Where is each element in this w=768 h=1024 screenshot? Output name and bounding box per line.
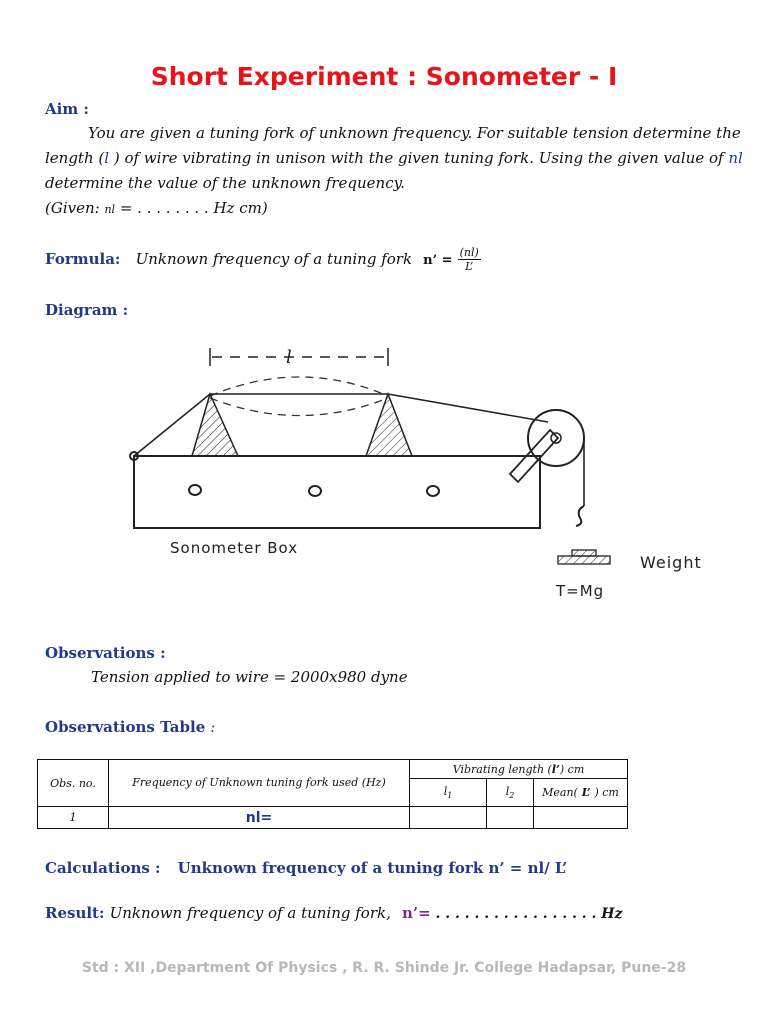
header-l1: [410, 779, 487, 807]
formula-lhs: n’ =: [423, 253, 453, 268]
length-marker: [210, 348, 388, 366]
calculations-heading: Calculations :: [45, 859, 161, 877]
formula-heading: Formula:: [45, 250, 121, 268]
aim-line-1: You are given a tuning fork of unknown frequency. For suitable tension determine the: [88, 124, 741, 142]
formula-text: Unknown frequency of a tuning fork: [135, 250, 413, 268]
calculations-line: [45, 858, 567, 877]
header-frequency: Frequency of Unknown tuning fork used (Hz): [109, 760, 410, 807]
result-line: [45, 903, 622, 922]
cell-nl: nl=: [109, 807, 410, 829]
footer: Std : XII ,Department Of Physics , R. R. Shinde Jr. College Hadapsar, Pune-28: [81, 960, 687, 976]
given-text: (Given:: [45, 199, 105, 217]
hole: [189, 485, 201, 495]
hole: [427, 486, 439, 496]
cell-l1: [410, 807, 487, 829]
result-text: Unknown frequency of a tuning fork,: [109, 904, 391, 922]
length-label: l: [286, 347, 292, 368]
diagram-heading: Diagram :: [45, 301, 129, 319]
length-symbol: l: [104, 149, 110, 167]
observations-table: [37, 759, 628, 829]
l1-subscript: 1: [447, 791, 453, 801]
tension-text: Tension applied to wire = 2000x980 dyne: [91, 668, 408, 686]
given-line: [45, 199, 268, 217]
header-text: ) cm: [559, 762, 585, 776]
weight-hanger: [558, 556, 610, 564]
header-mean-l: L’: [577, 786, 595, 799]
header-text: Mean(: [542, 786, 578, 799]
sonometer-box: [134, 456, 540, 528]
observations-heading: Observations :: [45, 644, 166, 662]
table-heading-colon: :: [210, 718, 216, 736]
weight-label: Weight: [640, 553, 702, 572]
sonometer-diagram: [120, 338, 720, 608]
formula-line: [45, 246, 481, 273]
header-obs-no: Obs. no.: [38, 760, 109, 807]
cell-obs-1: 1: [38, 807, 109, 829]
result-heading: Result:: [45, 904, 105, 922]
header-text: Vibrating length (: [452, 762, 552, 776]
hook: [576, 506, 584, 526]
header-vibrating-length: [410, 760, 628, 779]
observations-table-heading: [45, 717, 215, 736]
hole: [309, 486, 321, 496]
header-l2: [487, 779, 534, 807]
result-n: n’=: [401, 904, 431, 922]
aim-text: ) of wire vibrating in unison with the given tuning fork. Using the given value of: [109, 149, 729, 167]
aim-line-3: determine the value of the unknown frequency.: [45, 174, 405, 192]
weight-top: [572, 550, 596, 556]
bridge-right: [366, 394, 412, 456]
cell-l2: [487, 807, 534, 829]
aim-line-2: [45, 149, 743, 167]
aim-text: length (: [45, 149, 105, 167]
given-nl: nl: [104, 203, 116, 216]
header-l-prime: l’: [551, 762, 560, 776]
formula-fraction: [458, 246, 481, 273]
header-mean: [534, 779, 628, 807]
l2-subscript: 2: [509, 791, 515, 801]
formula-denominator: L’: [465, 260, 474, 273]
formula-numerator: (nl): [459, 246, 479, 259]
tension-label: T=Mg: [556, 582, 605, 600]
vibration-arc-lower: [210, 398, 388, 416]
aim-heading: Aim :: [45, 100, 89, 118]
box-label: Sonometer Box: [170, 539, 299, 557]
l1-symbol: l: [443, 784, 448, 798]
pulley: [528, 410, 584, 466]
nl-symbol: nl: [728, 149, 743, 167]
calculations-text: Unknown frequency of a tuning fork n’ = nl/ L’: [177, 859, 568, 877]
l2-symbol: l: [505, 784, 510, 798]
header-text: ) cm: [594, 786, 619, 799]
given-value: = . . . . . . . . Hz cm): [115, 199, 268, 217]
page-title: Short Experiment : Sonometer - I: [150, 62, 618, 91]
table-heading: Observations Table: [45, 718, 206, 736]
vibration-arc-upper: [210, 377, 388, 396]
cell-mean: [534, 807, 628, 829]
result-blank: . . . . . . . . . . . . . . . . . Hz: [430, 906, 623, 922]
